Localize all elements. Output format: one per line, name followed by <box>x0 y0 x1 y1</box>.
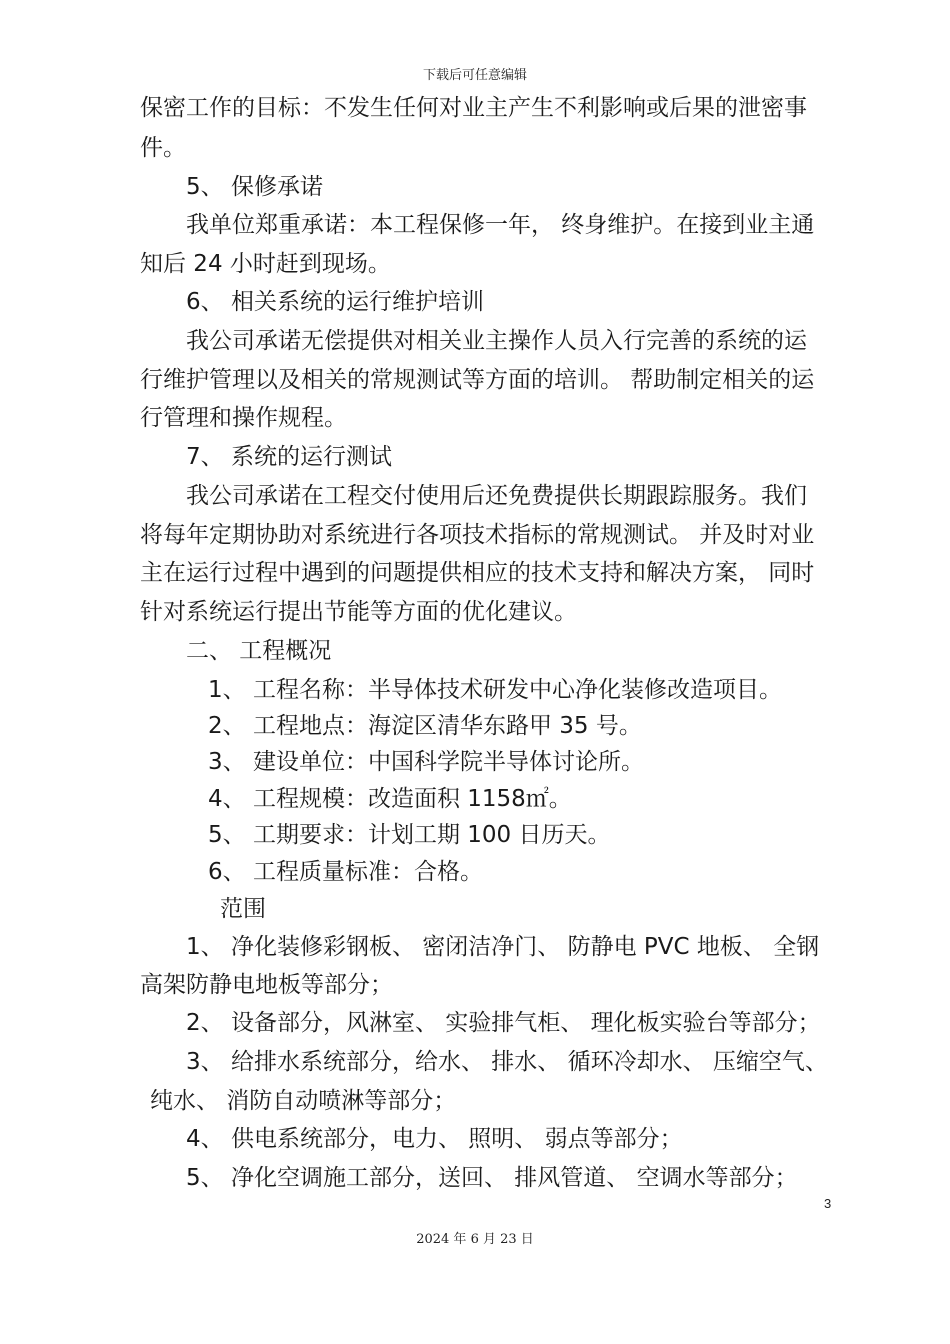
list-item: 1、 净化装修彩钢板、 密闭洁净门、 防静电 PVC 地板、 全钢 <box>186 934 820 960</box>
body-line: 知后 24 小时赶到现场。 <box>140 251 391 277</box>
list-item: 4、 供电系统部分，电力、 照明、 弱点等部分； <box>186 1126 683 1152</box>
body-line: 行维护管理以及相关的常规测试等方面的培训。 帮助制定相关的运 <box>140 367 815 393</box>
list-item: 5、 净化空调施工部分，送回、 排风管道、 空调水等部分； <box>186 1165 798 1191</box>
body-line: 高架防静电地板等部分； <box>140 972 393 998</box>
section-heading: 7、 系统的运行测试 <box>186 444 392 470</box>
body-line: 我单位郑重承诺：本工程保修一年， 终身维护。在接到业主通 <box>186 212 815 238</box>
section-heading: 5、 保修承诺 <box>186 174 323 200</box>
list-item: 3、 给排水系统部分，给水、 排水、 循环冷却水、 压缩空气、 <box>186 1049 828 1075</box>
list-item: 1、 工程名称：半导体技术研发中心净化装修改造项目。 <box>208 677 782 703</box>
section-heading: 6、 相关系统的运行维护培训 <box>186 289 484 315</box>
section-heading: 范围 <box>220 896 266 922</box>
list-item: 6、 工程质量标准：合格。 <box>208 859 483 885</box>
footer-date: 2024 年 6 月 23 日 <box>416 1232 534 1247</box>
list-item: 4、 工程规模：改造面积 1158㎡。 <box>208 786 572 812</box>
list-item: 2、 工程地点：海淀区清华东路甲 35 号。 <box>208 713 642 739</box>
body-line: 将每年定期协助对系统进行各项技术指标的常规测试。 并及时对业 <box>140 522 815 548</box>
page-header: 下载后可任意编辑 <box>422 68 527 83</box>
list-item: 3、 建设单位：中国科学院半导体讨论所。 <box>208 749 644 775</box>
body-line: 行管理和操作规程。 <box>140 405 347 431</box>
page-number: 3 <box>824 1196 832 1211</box>
body-line: 我公司承诺在工程交付使用后还免费提供长期跟踪服务。我们 <box>186 483 807 509</box>
body-line: 保密工作的目标：不发生任何对业主产生不利影响或后果的泄密事 <box>140 95 807 121</box>
body-line: 我公司承诺无偿提供对相关业主操作人员入行完善的系统的运 <box>186 328 807 354</box>
section-heading: 二、 工程概况 <box>186 638 332 664</box>
body-line: 纯水、 消防自动喷淋等部分； <box>150 1088 457 1114</box>
list-item: 2、 设备部分，风淋室、 实验排气柜、 理化板实验台等部分； <box>186 1010 821 1036</box>
list-item: 5、 工期要求：计划工期 100 日历天。 <box>208 822 611 848</box>
body-line: 件。 <box>140 135 186 161</box>
body-line: 针对系统运行提出节能等方面的优化建议。 <box>140 599 577 625</box>
body-line: 主在运行过程中遇到的问题提供相应的技术支持和解决方案， 同时 <box>140 560 815 586</box>
